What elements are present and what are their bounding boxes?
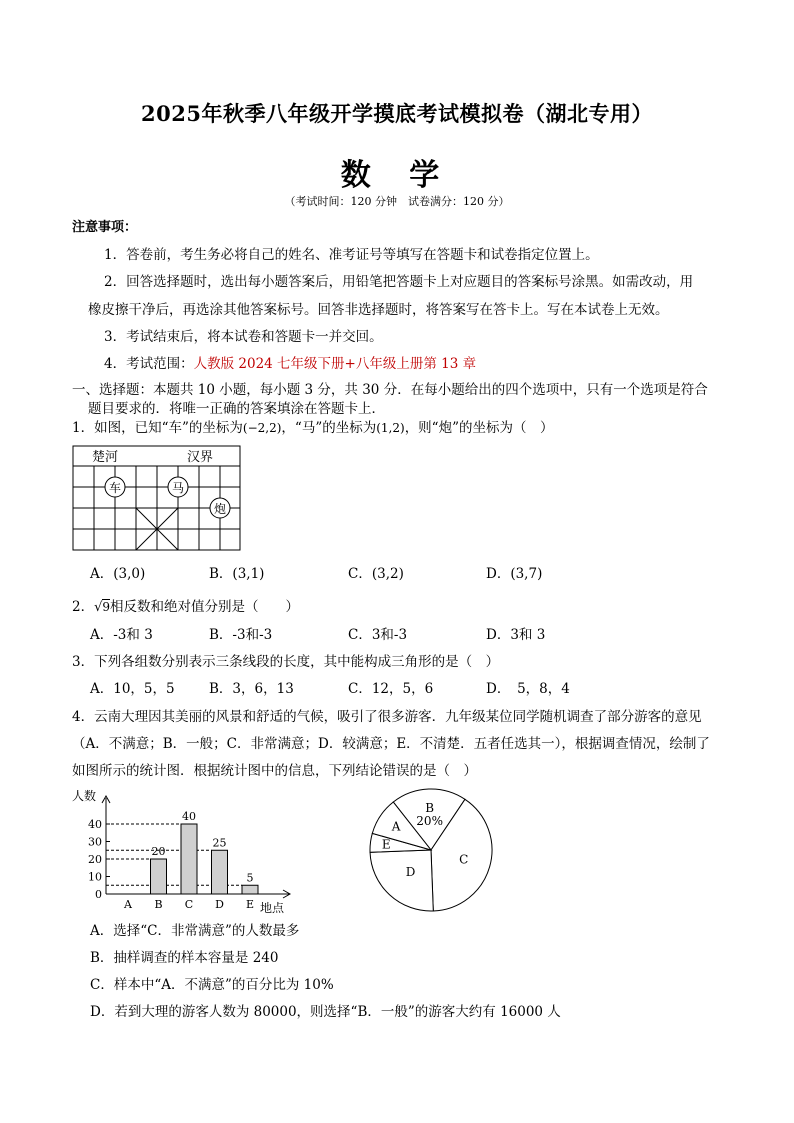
note-item-4-prefix: 4．考试范围： <box>104 356 194 372</box>
piece-che <box>105 477 125 497</box>
exam-info: （考试时间：120 分钟 试卷满分：120 分） <box>284 195 510 208</box>
piece-pao-label: 炮 <box>213 502 227 516</box>
q2-radicand: 9 <box>102 600 111 614</box>
bar-C <box>181 824 197 894</box>
pie-label-B: B <box>425 801 435 816</box>
q1-option-a: A．(3,0) <box>90 566 146 582</box>
x-category-label: A <box>124 898 132 911</box>
y-tick-label: 10 <box>88 870 102 884</box>
q2-option-d: D．3和 3 <box>486 627 546 643</box>
note-item-2b: 橡皮擦干净后，再选涂其他答案标号。回答非选择题时，将答案写在答卡上。写在本试卷上无效。 <box>88 302 669 318</box>
pie-slice-D <box>370 850 433 911</box>
q1-option-d: D．(3,7) <box>486 566 543 582</box>
piece-ma <box>168 477 188 497</box>
pie-percent-label-B: 20% <box>416 814 443 829</box>
bar-value-label-B: 20 <box>151 845 166 858</box>
sqrt-symbol: √ <box>94 600 103 615</box>
q4-option-c: C．样本中“A．不满意”的百分比为 10% <box>90 977 334 993</box>
exam-range: 人教版 2024 七年级下册+八年级上册第 13 章 <box>193 356 477 372</box>
q4-option-d: D．若到大理的游客人数为 80000，则选择“B．一般”的游客大约有 16000 人 <box>90 1004 561 1020</box>
notes-heading: 注意事项： <box>72 220 138 235</box>
note-item-2a: 2．回答选择题时，选出每小题答案后，用铅笔把答题卡上对应题目的答案标号涂黑。如需改动，用 <box>104 274 694 290</box>
q2-num: 2． <box>72 599 95 615</box>
q2-option-a: A．-3和 3 <box>90 627 153 643</box>
x-axis-label: 地点 <box>260 901 285 915</box>
river-right-label: 汉界 <box>187 450 214 465</box>
x-category-label: B <box>154 898 163 911</box>
subject-title: 数 学 <box>340 158 454 193</box>
q4-option-b: B．抽样调查的样本容量是 240 <box>90 950 279 966</box>
q1-stem-c: ，则“炮”的坐标为（ ） <box>404 420 554 436</box>
x-category-label: D <box>215 898 224 911</box>
q3-option-b: B．3，6，13 <box>209 681 294 697</box>
q3-stem: 3．下列各组数分别表示三条线段的长度，其中能构成三角形的是（ ） <box>72 654 500 670</box>
q1-coord-che: (−2,2) <box>242 421 282 435</box>
bar-chart <box>68 786 298 916</box>
y-axis-label: 人数 <box>72 789 97 803</box>
pie-chart <box>366 786 496 916</box>
x-category-label: E <box>245 898 255 911</box>
q4-stem-line1: 4．云南大理因其美丽的风景和舒适的气候，吸引了很多游客．九年级某位同学随机调查了部分游客的意见 <box>72 709 702 725</box>
bar-value-label-E: 5 <box>246 871 254 885</box>
q4-stem-line3: 如图所示的统计图．根据统计图中的信息，下列结论错误的是（ ） <box>72 763 477 779</box>
y-tick-label: 0 <box>95 888 102 901</box>
section-heading-line1: 一、选择题：本题共 10 小题，每小题 3 分，共 30 分．在每小题给出的四个选项中，只有一个选项是符合 <box>72 382 708 398</box>
q1-coord-ma: (1,2) <box>376 421 405 435</box>
river-left-label: 楚河 <box>92 450 119 465</box>
bar-value-label-C: 40 <box>182 810 196 823</box>
q2-option-c: C．3和-3 <box>348 627 408 643</box>
x-category-label: C <box>184 898 194 911</box>
note-item-4 <box>104 355 476 373</box>
piece-ma-label: 马 <box>171 481 185 495</box>
q3-option-d: D． 5，8，4 <box>486 681 570 697</box>
pie-label-E: E <box>381 837 391 852</box>
piece-pao <box>210 498 230 518</box>
exam-title: 2025年秋季八年级开学摸底考试模拟卷（湖北专用） <box>141 101 653 126</box>
piece-che-label: 车 <box>108 481 122 495</box>
q4-stem-line2: （A．不满意；B．一般；C．非常满意；D．较满意；E．不清楚．五者任选其一），根据调查情况，绘制了 <box>72 736 710 752</box>
note-item-1: 1．答卷前，考生务必将自己的姓名、准考证号等填写在答题卡和试卷指定位置上。 <box>104 247 599 263</box>
q1-option-c: C．(3,2) <box>348 566 404 582</box>
q2-option-b: B．-3和-3 <box>209 627 273 643</box>
pie-label-D: D <box>405 864 416 879</box>
bar-value-label-D: 25 <box>212 836 227 850</box>
q2-stem-text: 相反数和绝对值分别是（ ） <box>110 599 300 615</box>
bar-B <box>151 859 167 894</box>
q3-option-a: A．10，5，5 <box>90 681 175 697</box>
q1-stem-a: 1．如图，已知“车”的坐标为 <box>72 420 243 436</box>
y-tick-label: 20 <box>88 853 102 866</box>
q2-stem <box>72 598 299 617</box>
chess-board-figure <box>72 445 242 553</box>
y-tick-label: 30 <box>88 835 102 849</box>
q1-option-b: B．(3,1) <box>209 566 265 582</box>
q1-stem-b: ，“马”的坐标为 <box>281 420 377 436</box>
q1-stem <box>72 419 554 437</box>
y-tick-label: 40 <box>88 818 102 831</box>
bar-D <box>212 850 228 894</box>
pie-label-A: A <box>391 819 401 834</box>
section-heading-line2: 题目要求的．将唯一正确的答案填涂在答题卡上． <box>88 401 385 417</box>
q4-option-a: A．选择“C．非常满意”的人数最多 <box>90 923 300 939</box>
bar-E <box>242 885 258 894</box>
note-item-3: 3．考试结束后，将本试卷和答题卡一并交回。 <box>104 329 383 345</box>
pie-label-C: C <box>459 852 469 867</box>
q3-option-c: C．12，5，6 <box>348 681 434 697</box>
